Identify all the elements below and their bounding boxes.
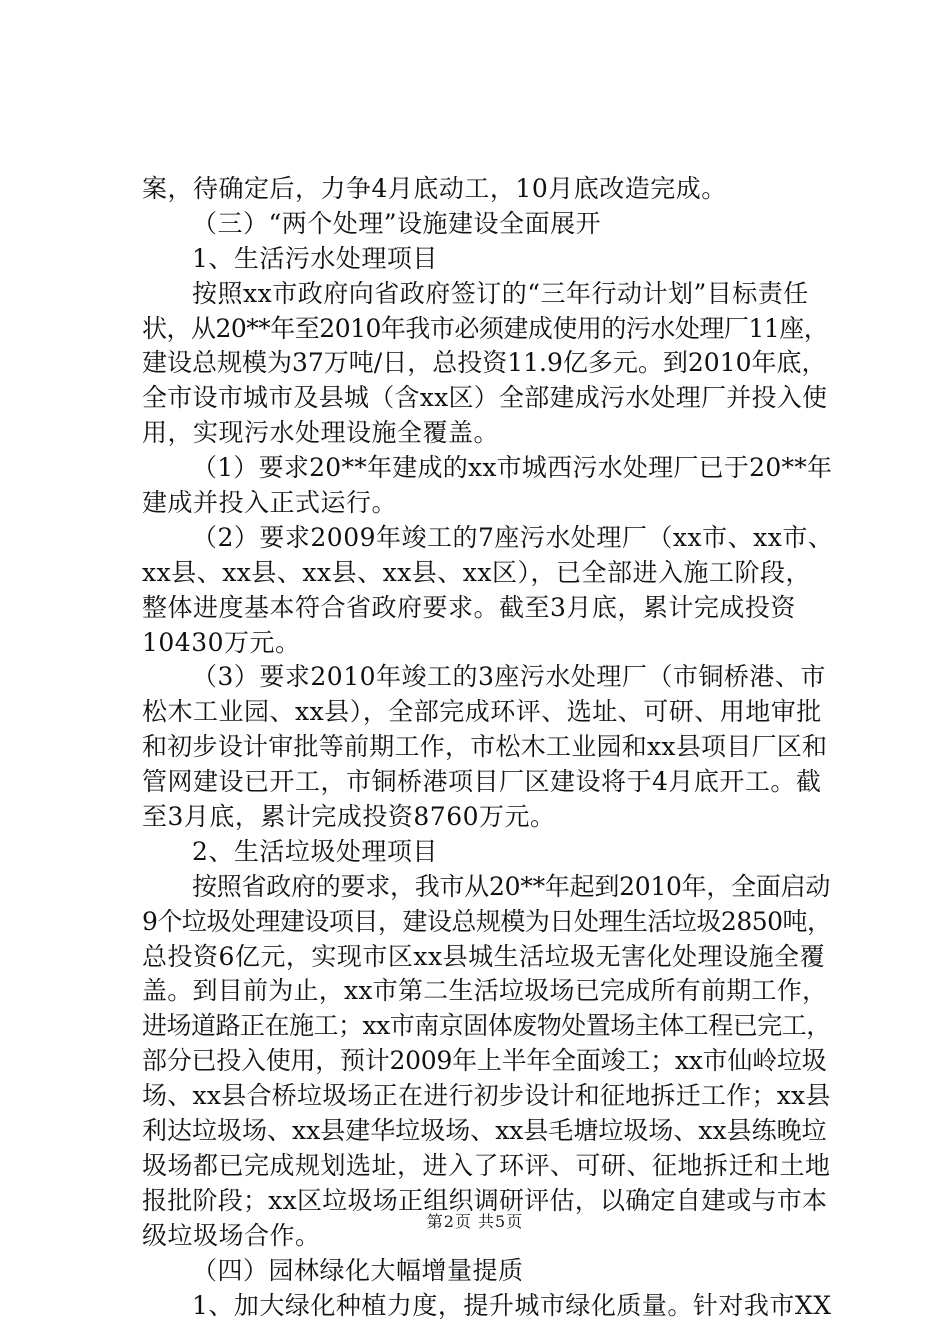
text-line: 管网建设已开工，市铜桥港项目厂区建设将于4月底开工。截	[142, 767, 822, 797]
text-line: 按照省政府的要求，我市从20**年起到2010年，全面启动	[192, 871, 831, 901]
text-line: 报批阶段；xx区垃圾场正组织调研评估，以确定自建或与市本	[142, 1185, 828, 1215]
text-line: xx县、xx县、xx县、xx县、xx区），已全部进入施工阶段，	[142, 557, 811, 587]
text-line: 进场道路正在施工；xx市南京固体废物处置场主体工程已完工，	[142, 1011, 831, 1041]
text-line: 9个垃圾处理建设项目，建设总规模为日处理生活垃圾2850吨，	[142, 906, 832, 936]
text-line: 建设总规模为37万吨/日，总投资11.9亿多元。到2010年底，	[142, 348, 827, 378]
text-line: 状，从20**年至2010年我市必须建成使用的污水处理厂11座，	[142, 313, 829, 343]
text-line: 整体进度基本符合省政府要求。截至3月底，累计完成投资	[142, 592, 796, 622]
section-heading: （三）“两个处理”设施建设全面展开	[192, 208, 602, 238]
text-line: 级垃圾场合作。	[142, 1220, 321, 1250]
text-line: 部分已投入使用，预计2009年上半年全面竣工；xx市仙岭垃圾	[142, 1046, 827, 1076]
subsection-heading: 1、生活污水处理项目	[192, 243, 438, 273]
text-line: 松木工业园、xx县），全部完成环评、选址、可研、用地审批	[142, 697, 822, 727]
text-line: （2）要求2009年竣工的7座污水处理厂（xx市、xx市、	[192, 522, 834, 552]
text-line: 场、xx县合桥垃圾场正在进行初步设计和征地拆迁工作；xx县	[142, 1081, 831, 1111]
text-line: 案，待确定后，力争4月底动工，10月底改造完成。	[142, 174, 727, 203]
text-line: 利达垃圾场、xx县建华垃圾场、xx县毛塘垃圾场、xx县练晚垃	[142, 1116, 827, 1146]
text-line: 用，实现污水处理设施全覆盖。	[142, 418, 500, 448]
text-line: 全市设市城市及县城（含xx区）全部建成污水处理厂并投入使	[142, 383, 828, 413]
document-body	[142, 172, 832, 1323]
text-line: 1、加大绿化种植力度，提升城市绿化质量。针对我市XX	[192, 1290, 832, 1320]
text-line: 至3月底，累计完成投资8760万元。	[142, 802, 556, 832]
subsection-heading: 2、生活垃圾处理项目	[192, 836, 438, 866]
text-line: 圾场都已完成规划选址，进入了环评、可研、征地拆迁和土地	[142, 1150, 831, 1180]
text-line: 按照xx市政府向省政府签订的“三年行动计划”目标责任	[192, 278, 809, 308]
text-line: 总投资6亿元，实现市区xx县城生活垃圾无害化处理设施全覆	[142, 941, 826, 971]
text-line: 10430万元。	[142, 627, 301, 657]
text-line: 建成并投入正式运行。	[142, 488, 398, 518]
text-line: （3）要求2010年竣工的3座污水处理厂（市铜桥港、市	[192, 662, 826, 692]
text-line: 盖。到目前为止，xx市第二生活垃圾场已完成所有前期工作，	[142, 976, 828, 1006]
section-heading: （四）园林绿化大幅增量提质	[192, 1255, 524, 1285]
page-number-footer: 第2页 共5页	[426, 1212, 524, 1231]
text-line: 和初步设计审批等前期工作，市松木工业园和xx县项目厂区和	[142, 732, 828, 762]
text-line: （1）要求20**年建成的xx市城西污水处理厂已于20**年	[192, 453, 833, 483]
